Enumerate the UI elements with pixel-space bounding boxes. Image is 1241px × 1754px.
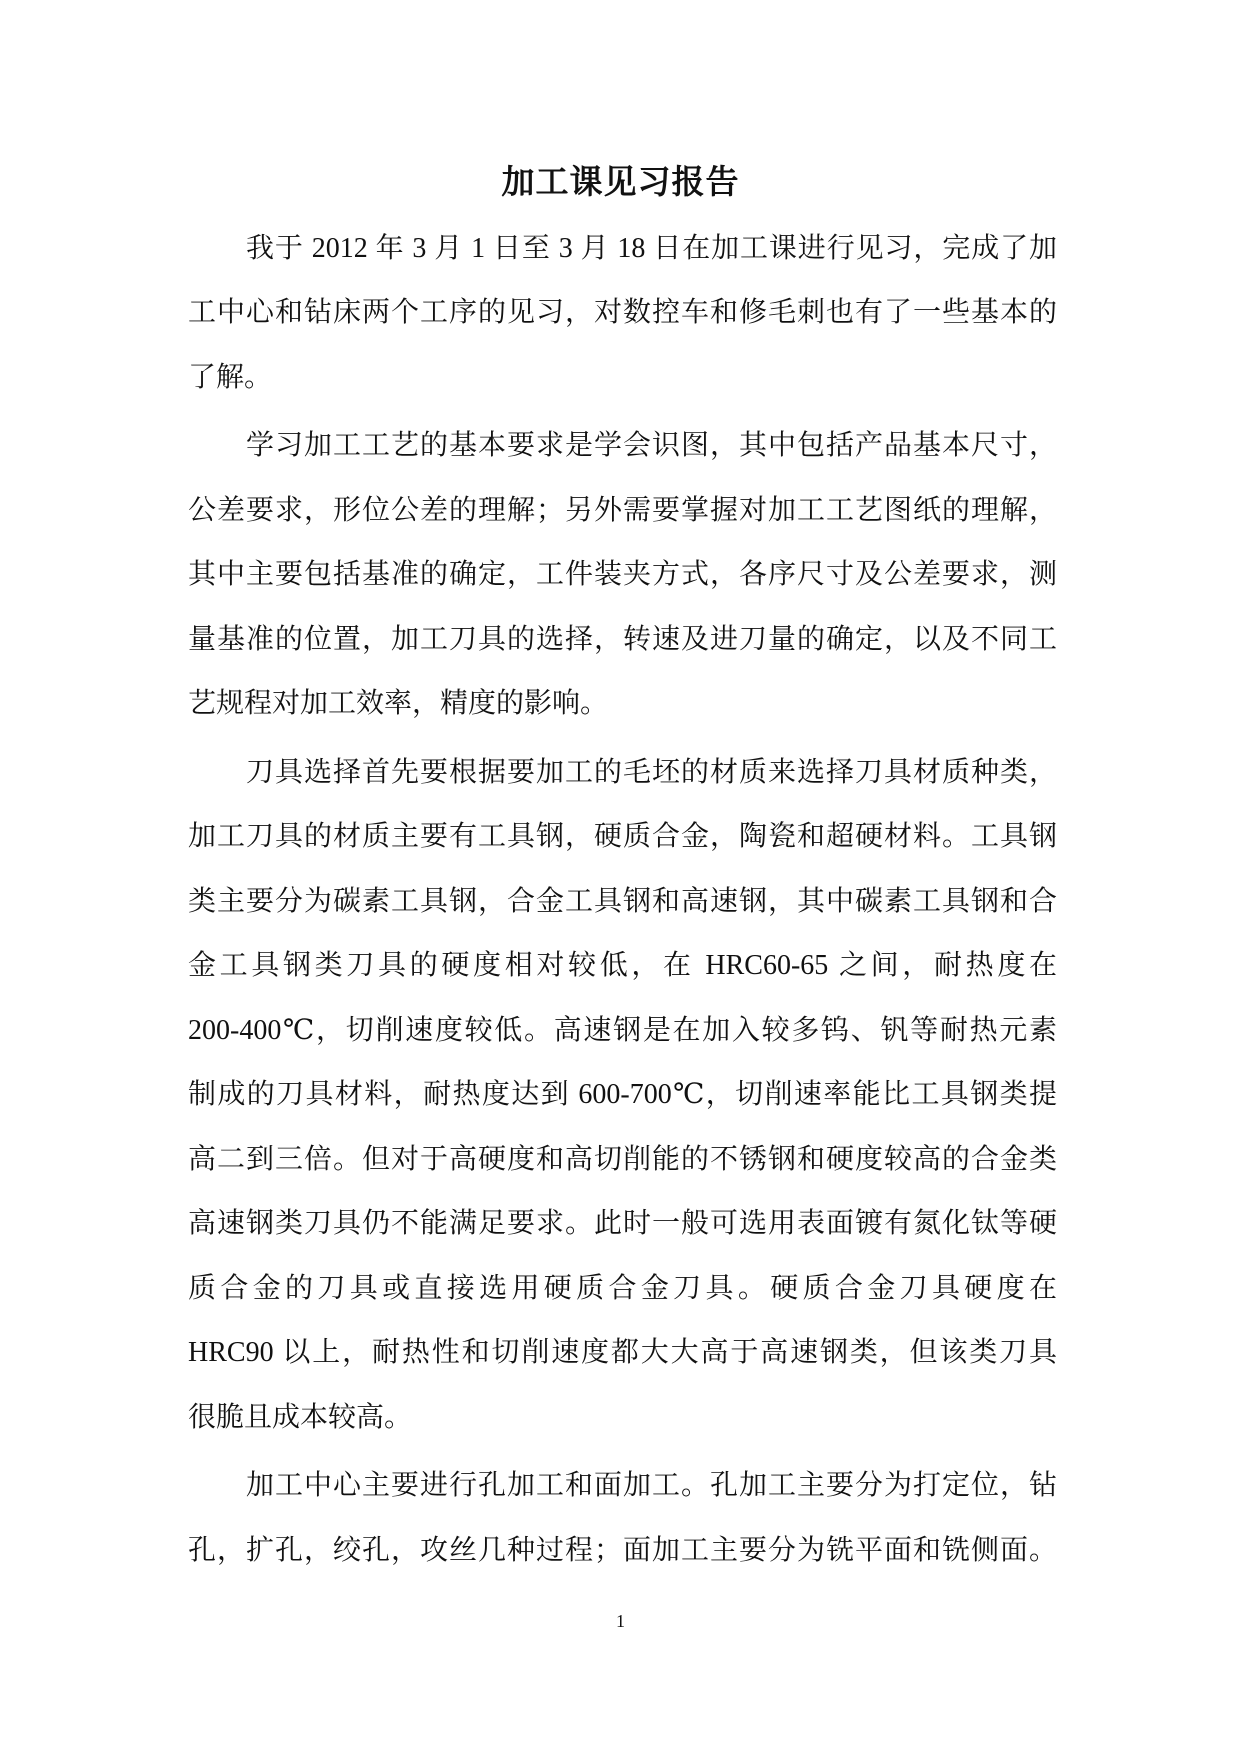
- paragraph-2: [188, 414, 1057, 737]
- text-line: 高速钢类刀具仍不能满足要求。此时一般可选用表面镀有氮化钛等硬: [188, 1208, 1057, 1240]
- paragraph-3: [188, 741, 1057, 1451]
- paragraph-1: [188, 217, 1057, 411]
- text-line: 孔，扩孔，绞孔，攻丝几种过程；面加工主要分为铣平面和铣侧面。: [188, 1534, 1057, 1566]
- text-line: 学习加工工艺的基本要求是学会识图，其中包括产品基本尺寸，: [246, 430, 1057, 462]
- text-line: 我于 2012 年 3 月 1 日至 3 月 18 日在加工课进行见习，完成了加: [246, 232, 1057, 264]
- paragraph-4: [188, 1454, 1057, 1583]
- document-title: 加工课见习报告: [501, 165, 740, 201]
- text-line: 加工刀具的材质主要有工具钢，硬质合金，陶瓷和超硬材料。工具钢: [188, 821, 1057, 853]
- text-line: 制成的刀具材料，耐热度达到 600-700℃，切削速率能比工具钢类提: [188, 1079, 1057, 1111]
- text-line: 加工中心主要进行孔加工和面加工。孔加工主要分为打定位，钻: [246, 1470, 1057, 1502]
- text-line: 其中主要包括基准的确定，工件装夹方式，各序尺寸及公差要求，测: [188, 559, 1057, 591]
- text-line: 艺规程对加工效率，精度的影响。: [188, 688, 609, 720]
- text-line: 质合金的刀具或直接选用硬质合金刀具。硬质合金刀具硬度在: [188, 1272, 1057, 1304]
- text-line: 高二到三倍。但对于高硬度和高切削能的不锈钢和硬度较高的合金类: [188, 1143, 1057, 1175]
- text-line: 金工具钢类刀具的硬度相对较低，在 HRC60-65 之间，耐热度在: [188, 950, 1057, 982]
- text-line: HRC90 以上，耐热性和切削速度都大大高于高速钢类，但该类刀具: [188, 1337, 1057, 1369]
- text-line: 量基准的位置，加工刀具的选择，转速及进刀量的确定，以及不同工: [188, 623, 1057, 655]
- text-line: 工中心和钻床两个工序的见习，对数控车和修毛刺也有了一些基本的: [188, 297, 1057, 329]
- text-line: 刀具选择首先要根据要加工的毛坯的材质来选择刀具材质种类，: [246, 756, 1057, 788]
- document-body: [188, 217, 1057, 1584]
- text-line: 很脆且成本较高。: [188, 1401, 413, 1433]
- text-line: 公差要求，形位公差的理解；另外需要掌握对加工工艺图纸的理解，: [188, 494, 1057, 526]
- text-line: 了解。: [188, 361, 273, 393]
- text-line: 类主要分为碳素工具钢，合金工具钢和高速钢，其中碳素工具钢和合: [188, 885, 1057, 917]
- text-line: 200-400℃，切削速度较低。高速钢是在加入较多钨、钒等耐热元素: [188, 1014, 1057, 1046]
- page-number: 1: [616, 1611, 625, 1631]
